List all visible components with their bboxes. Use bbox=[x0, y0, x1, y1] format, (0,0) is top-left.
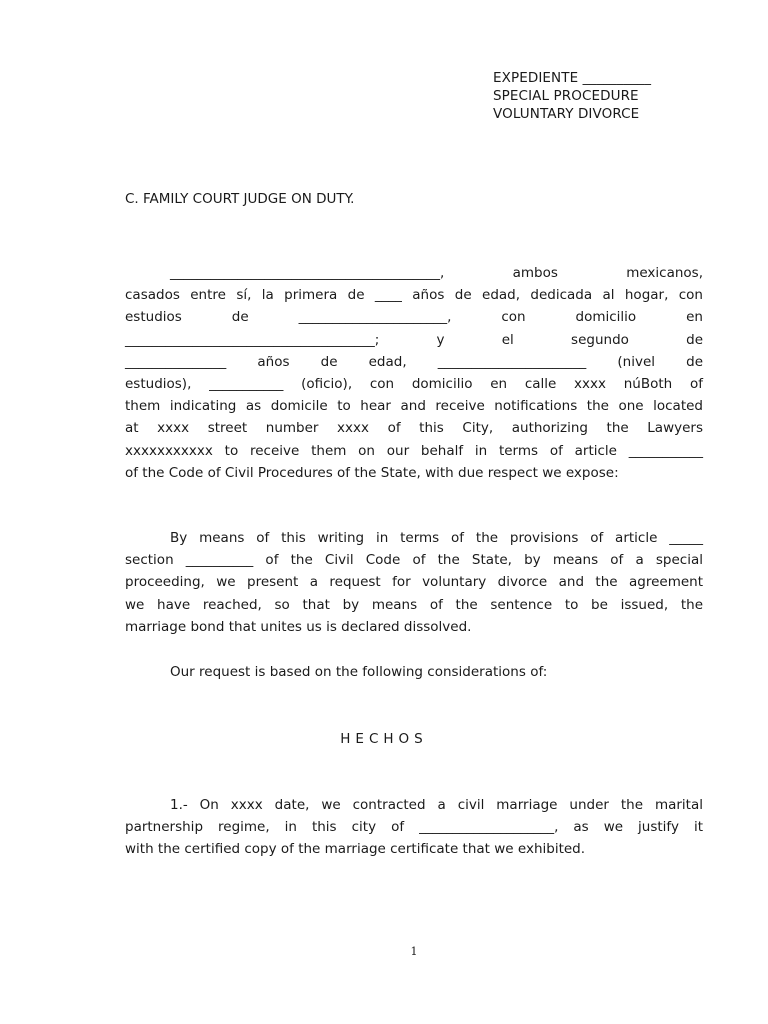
paragraph-line: section __________ of the Civil Code of the State, by means of a special bbox=[125, 552, 703, 569]
paragraph-fact-1 bbox=[125, 794, 703, 861]
page-number: 1 bbox=[410, 945, 418, 958]
paragraph-line: proceeding, we present a request for voluntary divorce and the agreement bbox=[125, 574, 703, 591]
paragraph-line: estudios), ___________ (oficio), con domicilio en calle xxxx núBoth of bbox=[125, 376, 703, 393]
paragraph-line: ________________________________________, ambos mexicanos, bbox=[170, 265, 703, 281]
expediente-line: EXPEDIENTE __________ bbox=[493, 70, 652, 86]
paragraph-intro bbox=[125, 262, 703, 484]
paragraph-line: them indicating as domicile to hear and receive notifications the one located bbox=[125, 398, 703, 415]
addressee: C. FAMILY COURT JUDGE ON DUTY. bbox=[125, 191, 355, 207]
paragraph-line: we have reached, so that by means of the sentence to be issued, the bbox=[125, 596, 703, 613]
paragraph-line: estudios de ______________________, con domicilio en bbox=[125, 309, 703, 326]
paragraph-line: _______________ años de edad, ______________________ (nivel de bbox=[125, 353, 703, 370]
paragraph-line: xxxxxxxxxxx to receive them on our behalf in terms of article ___________ bbox=[125, 442, 703, 459]
paragraph-considerations: Our request is based on the following considerations of: bbox=[170, 664, 548, 680]
paragraph-request bbox=[125, 527, 703, 638]
paragraph-line: at xxxx street number xxxx of this City, authorizing the Lawyers bbox=[125, 420, 703, 437]
paragraph-line: 1.- On xxxx date, we contracted a civil marriage under the marital bbox=[170, 797, 703, 813]
section-title-hechos: HECHOS bbox=[340, 731, 428, 747]
paragraph-line: partnership regime, in this city of ____________________, as we justify it bbox=[125, 819, 703, 836]
paragraph-line: casados entre sí, la primera de ____ años de edad, dedicada al hogar, con bbox=[125, 287, 703, 304]
paragraph-line: with the certified copy of the marriage certificate that we exhibited. bbox=[125, 841, 586, 858]
procedure-line: SPECIAL PROCEDURE bbox=[493, 88, 639, 104]
paragraph-line: of the Code of Civil Procedures of the State, with due respect we expose: bbox=[125, 464, 619, 481]
paragraph-line: By means of this writing in terms of the provisions of article _____ bbox=[170, 530, 703, 546]
case-header bbox=[493, 69, 651, 123]
divorce-type-line: VOLUNTARY DIVORCE bbox=[493, 106, 640, 122]
paragraph-line: marriage bond that unites us is declared dissolved. bbox=[125, 618, 472, 635]
paragraph-line: _____________________________________; y el segundo de bbox=[125, 331, 703, 348]
